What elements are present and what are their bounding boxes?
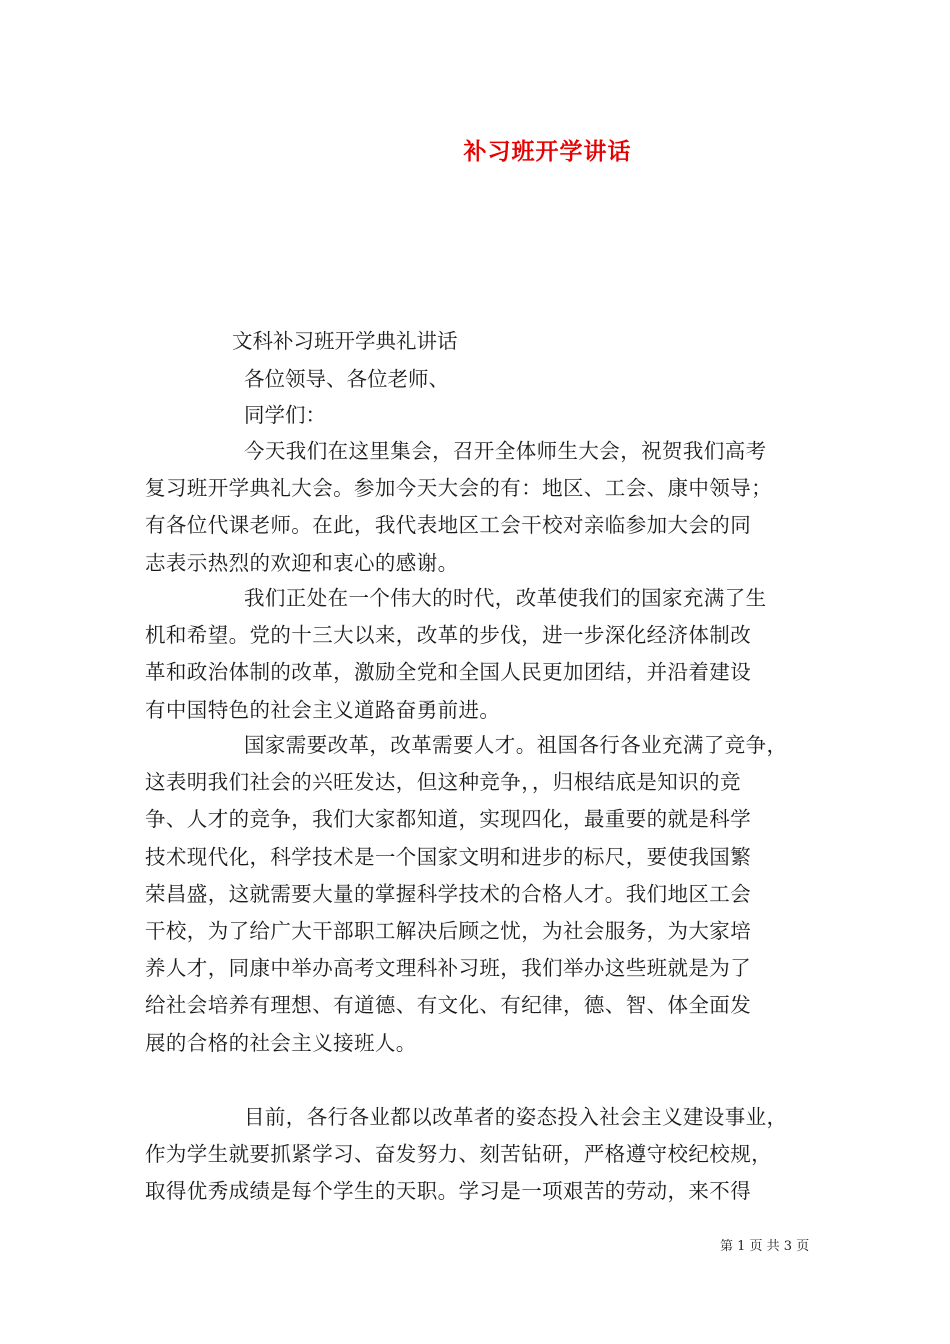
paragraph-line: 复习班开学典礼大会。参加今天大会的有：地区、工会、康中领导； xyxy=(145,476,772,501)
paragraph-line: 干校，为了给广大干部职工解决后顾之忧，为社会服务，为大家培 xyxy=(145,919,752,944)
paragraph-4 xyxy=(145,1099,815,1211)
paragraph-line: 作为学生就要抓紧学习、奋发努力、刻苦钻研，严格遵守校纪校规， xyxy=(145,1142,772,1167)
paragraph-line: 这表明我们社会的兴旺发达，但这种竞争，，归根结底是知识的竞 xyxy=(145,770,741,795)
paragraph-line: 目前，各行各业都以改革者的姿态投入社会主义建设事业， xyxy=(244,1105,788,1129)
greeting-line-2: 同学们： xyxy=(244,403,326,427)
paragraph-line: 争、人才的竞争，我们大家都知道，实现四化，最重要的就是科学 xyxy=(145,807,752,832)
page-number-footer: 第 1 页 共 3 页 xyxy=(720,1239,810,1254)
paragraph-line: 给社会培养有理想、有道德、有文化、有纪律，德、智、体全面发 xyxy=(145,993,752,1018)
paragraph-line: 国家需要改革，改革需要人才。祖国各行各业充满了竞争， xyxy=(244,733,788,757)
paragraph-line: 展的合格的社会主义接班人。 xyxy=(145,1030,417,1055)
paragraph-3 xyxy=(145,727,815,1062)
paragraph-line: 机和希望。党的十三大以来，改革的步伐，进一步深化经济体制改 xyxy=(145,623,752,648)
paragraph-line: 有中国特色的社会主义道路奋勇前进。 xyxy=(145,697,501,722)
paragraph-1 xyxy=(145,433,815,582)
speech-heading: 文科补习班开学典礼讲话 xyxy=(232,329,458,353)
paragraph-line: 养人才，同康中举办高考文理科补习班，我们举办这些班就是为了 xyxy=(145,956,752,981)
paragraph-line: 有各位代课老师。在此，我代表地区工会干校对亲临参加大会的同 xyxy=(145,513,752,538)
paragraph-line: 今天我们在这里集会，召开全体师生大会，祝贺我们高考 xyxy=(244,439,767,463)
paragraph-line: 荣昌盛，这就需要大量的掌握科学技术的合格人才。我们地区工会 xyxy=(145,881,752,906)
document-title: 补习班开学讲话 xyxy=(463,138,632,165)
paragraph-2 xyxy=(145,580,815,729)
paragraph-line: 我们正处在一个伟大的时代，改革使我们的国家充满了生 xyxy=(244,586,767,610)
paragraph-line: 志表示热烈的欢迎和衷心的感谢。 xyxy=(145,550,459,575)
paragraph-line: 取得优秀成绩是每个学生的天职。学习是一项艰苦的劳动，来不得 xyxy=(145,1179,752,1204)
greeting-line-1: 各位领导、各位老师、 xyxy=(244,367,449,391)
paragraph-line: 技术现代化，科学技术是一个国家文明和进步的标尺，要使我国繁 xyxy=(145,844,752,869)
paragraph-line: 革和政治体制的改革，激励全党和全国人民更加团结，并沿着建设 xyxy=(145,660,752,685)
